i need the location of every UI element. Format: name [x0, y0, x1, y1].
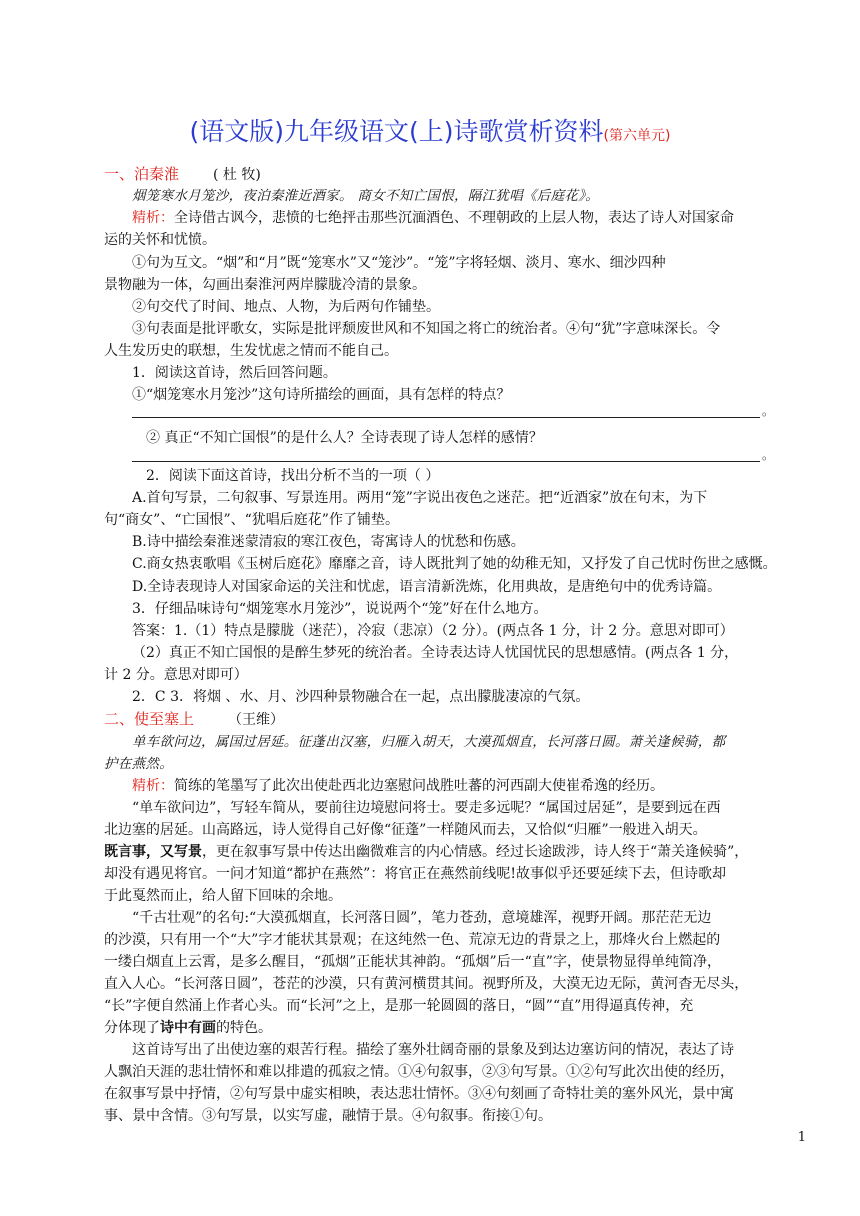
section1-analysis — [132, 207, 764, 229]
option-a-cont: 句“商女”、“亡国恨”、“犹唱后庭花”作了铺垫。 — [104, 512, 399, 528]
question-1: 1．阅读这首诗，然后回答问题。 — [132, 365, 337, 381]
paragraph-line — [104, 841, 764, 863]
section2-analysis — [132, 775, 764, 797]
paragraph-line: 在叙事写景中抒情，②句写景中虚实相映，表达悲壮情怀。③④句刻画了奇特壮美的塞外风光，景中寓 — [104, 1086, 734, 1102]
paragraph-line: “长”字便自然涌上作者心头。而“长河”之上，是那一轮圆圆的落日，“圆”“直”用得逼真传神，充 — [104, 998, 694, 1014]
paragraph-line: 一缕白烟直上云霄，是多么醒目，“孤烟”正能状其神韵。“孤烟”后一“直”字，使景物显得单纯简净， — [104, 954, 721, 970]
answer-blank-period: 。 — [762, 448, 775, 462]
section1-heading-line — [104, 163, 764, 186]
paragraph-line: 人生发历史的联想，生发忧虑之情而不能自己。 — [104, 343, 398, 359]
section1-heading: 一、泊秦淮 — [104, 165, 180, 183]
question-1b: ② 真正“不知亡国恨”的是什么人？全诗表现了诗人怎样的感情？ — [146, 430, 543, 446]
paragraph-text: 分体现了 — [104, 1020, 160, 1036]
paragraph-line: ③句表面是批评歌女，实际是批评颓废世风和不知国之将亡的统治者。④句“犹”字意味深长。令 — [132, 321, 721, 337]
title-unit: (第六单元) — [603, 128, 671, 144]
section2-heading-line — [104, 708, 764, 731]
section1-poem: 烟笼寒水月笼沙，夜泊秦淮近酒家。 商女不知亡国恨，隔江犹唱《后庭花》。 — [132, 188, 600, 204]
analysis-text: 全诗借古讽今，悲愤的七绝抨击那些沉湎酒色、不理朝政的上层人物，表达了诗人对国家命 — [174, 210, 734, 226]
title-main: (语文版)九年级语文(上)诗歌赏析资料 — [189, 117, 604, 146]
analysis-text: 简练的笔墨写了此次出使赴西北边塞慰问战胜吐蕃的河西副大使崔希逸的经历。 — [174, 778, 664, 794]
answer-2: （2）真正不知亡国恨的是醉生梦死的统治者。全诗表达诗人忧国忧民的思想感情。(两点各 1 分， — [132, 645, 739, 661]
analysis-label: 精析： — [132, 778, 174, 794]
paragraph-text: 的特色。 — [216, 1020, 272, 1036]
paragraph-line: 这首诗写出了出使边塞的艰苦行程。描绘了塞外壮阔奇丽的景象及到达边塞访问的情况，表达了诗 — [132, 1042, 734, 1058]
paragraph-line: “千古壮观”的名句:“大漠孤烟直，长河落日圆”，笔力苍劲，意境雄浑，视野开阔。那茫茫无边 — [132, 910, 712, 926]
question-1a: ①“烟笼寒水月笼沙”这句诗所描绘的画面，具有怎样的特点？ — [132, 387, 511, 403]
question-3: 3．仔细品味诗句“烟笼寒水月笼沙”，说说两个“笼”好在什么地方。 — [132, 601, 548, 617]
paragraph-line: 运的关怀和忧愤。 — [104, 232, 216, 248]
paragraph-line: 北边塞的居延。山高路远，诗人觉得自己好像“征蓬”一样随风而去，又恰似“归雁”一般进入胡天。 — [104, 822, 707, 838]
bold-phrase: 既言事，又写景 — [104, 844, 202, 860]
answer-1: 答案：1.（1）特点是朦胧（迷茫），冷寂（悲凉）（2 分）。(两点各 1 分，计 2 分。意思对即可） — [132, 623, 734, 639]
paragraph-line: ①句为互文。“烟”和“月”既“笼寒水”又“笼沙”。“笼”字将轻烟、淡月、寒水、细沙四种 — [132, 255, 666, 271]
paragraph-line: 的沙漠，只有用一个“大”字才能状其景观；在这纯然一色、荒凉无边的背景之上，那烽火台上燃起的 — [104, 932, 721, 948]
section2-heading: 二、使至塞上 — [104, 710, 195, 728]
answer-2-cont: 计 2 分。意思对即可） — [104, 667, 248, 683]
bold-phrase: 诗中有画 — [160, 1020, 216, 1036]
analysis-label: 精析： — [132, 210, 174, 226]
paragraph-line: “单车欲问边”，写轻车简从，要前往边境慰问将士。要走多远呢？“属国过居延”，是要到远在西 — [132, 800, 721, 816]
section2-poem: 单车欲问边，属国过居延。征蓬出汉塞，归雁入胡天，大漠孤烟直，长河落日圆。萧关逢候骑，都 — [132, 734, 726, 750]
paragraph-line: 却没有遇见将官。一问才知道“都护在燕然”：将官正在燕然前线呢!故事似乎还要延续下去，但诗歌却 — [104, 866, 726, 882]
section1-author: ( 杜 牧) — [213, 167, 261, 183]
answer-blank-line[interactable] — [132, 461, 760, 462]
answer-3: 2．C 3．将烟 、水、月、沙四种景物融合在一起，点出朦胧凄凉的气氛。 — [132, 689, 590, 705]
section2-author: （王维） — [228, 712, 285, 728]
section2-poem-cont: 护在燕然。 — [104, 756, 173, 772]
answer-blank-line[interactable] — [132, 417, 760, 418]
paragraph-line: 景物融为一体，勾画出秦淮河两岸朦胧冷清的景象。 — [104, 277, 426, 293]
answer-blank-period: 。 — [762, 404, 775, 418]
question-2: 2．阅读下面这首诗，找出分析不当的一项（ ） — [146, 468, 440, 484]
option-a: A.首句写景，二句叙事、写景连用。两用“笼”字说出夜色之迷茫。把“近酒家”放在句末，为下 — [132, 490, 708, 506]
paragraph-text: ，更在叙事写景中传达出幽微难言的内心情感。经过长途跋涉，诗人终于“萧关逢候骑”， — [202, 844, 749, 860]
paragraph-line — [104, 1017, 764, 1039]
paragraph-line: 于此戛然而止，给人留下回味的余地。 — [104, 888, 342, 904]
option-c: C.商女热衷歌唱《玉树后庭花》靡靡之音，诗人既批判了她的幼稚无知，又抒发了自己忧时伤世之感慨。 — [132, 556, 777, 572]
paragraph-line: 人飘泊天涯的悲壮情怀和难以排遣的孤寂之情。①④句叙事，②③句写景。①②句写此次出使的经历， — [104, 1064, 734, 1080]
page-number: 1 — [797, 1130, 806, 1145]
option-d: D.全诗表现诗人对国家命运的关注和忧虑，语言清新洗炼，化用典故，是唐绝句中的优秀诗篇。 — [132, 579, 722, 595]
paragraph-line: 事、景中含情。③句写景，以实写虚，融情于景。④句叙事。衔接①句。 — [104, 1108, 552, 1124]
option-b: B.诗中描绘秦淮迷蒙清寂的寒江夜色，寄寓诗人的忧愁和伤感。 — [132, 534, 525, 550]
paragraph-line: ②句交代了时间、地点、人物，为后两句作铺垫。 — [132, 299, 440, 315]
paragraph-line: 直入人心。“长河落日圆”，苍茫的沙漠，只有黄河横贯其间。视野所及，大漠无边无际，黄河杳无尽头， — [104, 976, 749, 992]
page-title — [0, 112, 860, 148]
